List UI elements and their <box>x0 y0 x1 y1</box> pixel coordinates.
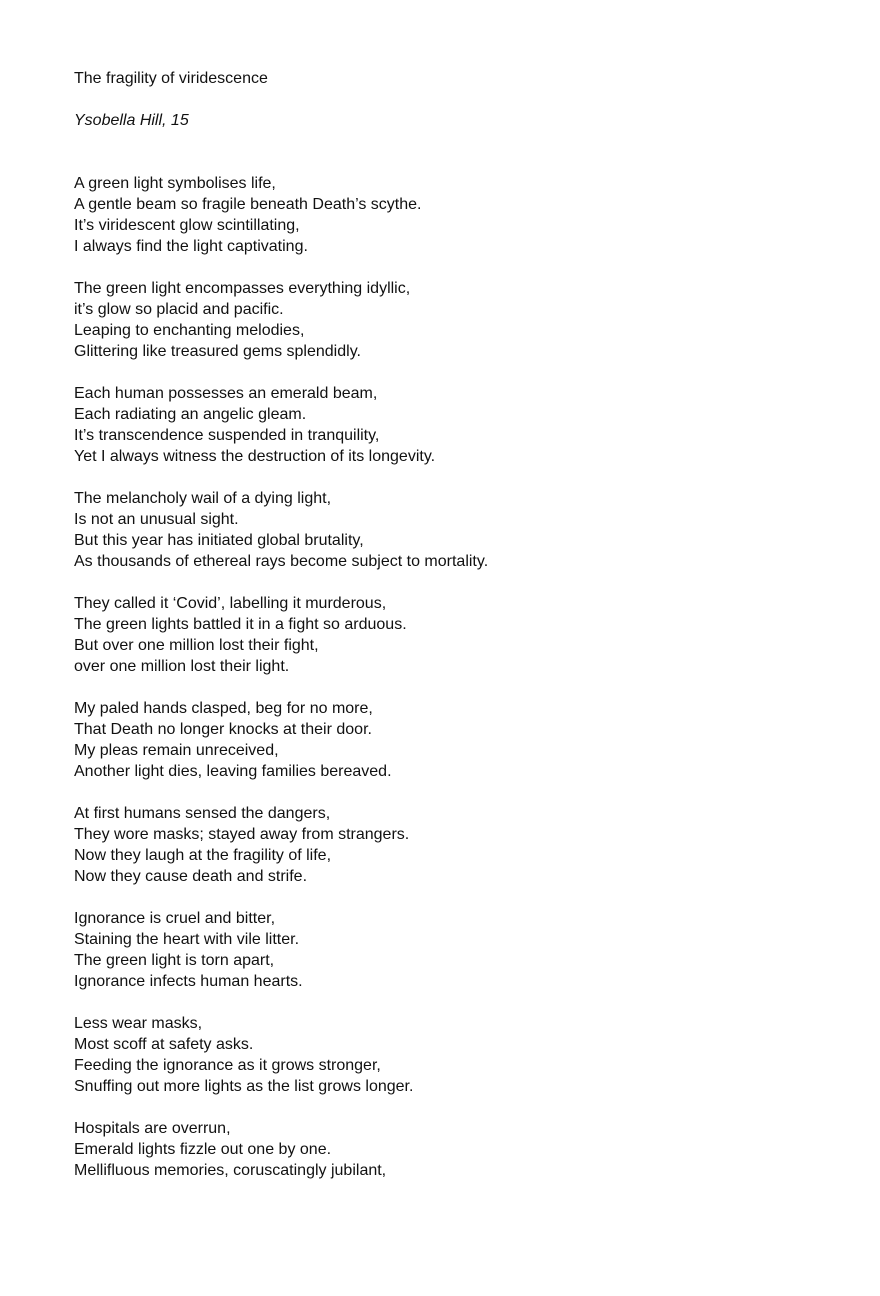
poem-line: Ignorance is cruel and bitter, <box>74 910 276 927</box>
poem-line: over one million lost their light. <box>74 658 290 675</box>
poem-line: Ignorance infects human hearts. <box>74 973 303 990</box>
poem-line: But over one million lost their fight, <box>74 637 319 654</box>
poem-line: Yet I always witness the destruction of its longevity. <box>74 448 436 465</box>
poem-line: Glittering like treasured gems splendidly. <box>74 343 361 360</box>
poem-line: The green lights battled it in a fight so arduous. <box>74 616 407 633</box>
poem-line: Is not an unusual sight. <box>74 511 239 528</box>
poem-title: The fragility of viridescence <box>74 70 268 87</box>
poem-line: The melancholy wail of a dying light, <box>74 490 332 507</box>
poem-line: A gentle beam so fragile beneath Death’s scythe. <box>74 196 422 213</box>
poem-line: Now they laugh at the fragility of life, <box>74 847 332 864</box>
poem-line: Another light dies, leaving families bereaved. <box>74 763 392 780</box>
stanza <box>74 698 854 782</box>
poem-line: But this year has initiated global brutality, <box>74 532 364 549</box>
poem-line: At first humans sensed the dangers, <box>74 805 331 822</box>
poem-line: It’s transcendence suspended in tranquility, <box>74 427 380 444</box>
stanza <box>74 488 854 572</box>
poem-line: My paled hands clasped, beg for no more, <box>74 700 373 717</box>
stanza <box>74 593 854 677</box>
poem-author: Ysobella Hill, 15 <box>74 112 189 129</box>
poem-line: it’s glow so placid and pacific. <box>74 301 284 318</box>
poem-line: A green light symbolises life, <box>74 175 276 192</box>
stanza <box>74 908 854 992</box>
poem-line: Each radiating an angelic gleam. <box>74 406 307 423</box>
poem-line: Mellifluous memories, coruscatingly jubilant, <box>74 1162 387 1179</box>
poem-line: Feeding the ignorance as it grows stronger, <box>74 1057 381 1074</box>
document-page <box>74 68 854 1202</box>
poem-body <box>74 173 854 1181</box>
poem-line: My pleas remain unreceived, <box>74 742 279 759</box>
poem-line: As thousands of ethereal rays become subject to mortality. <box>74 553 489 570</box>
poem-line: Leaping to enchanting melodies, <box>74 322 305 339</box>
stanza <box>74 383 854 467</box>
poem-line: Most scoff at safety asks. <box>74 1036 254 1053</box>
poem-line: The green light encompasses everything idyllic, <box>74 280 411 297</box>
stanza <box>74 173 854 257</box>
poem-line: I always find the light captivating. <box>74 238 308 255</box>
poem-line: The green light is torn apart, <box>74 952 275 969</box>
stanza <box>74 278 854 362</box>
poem-line: They called it ‘Covid’, labelling it murderous, <box>74 595 387 612</box>
poem-line: It’s viridescent glow scintillating, <box>74 217 300 234</box>
poem-line: Less wear masks, <box>74 1015 203 1032</box>
stanza <box>74 1013 854 1097</box>
poem-line: Each human possesses an emerald beam, <box>74 385 378 402</box>
poem-line: Hospitals are overrun, <box>74 1120 231 1137</box>
poem-line: Now they cause death and strife. <box>74 868 308 885</box>
poem-line: Snuffing out more lights as the list grows longer. <box>74 1078 414 1095</box>
poem-line: They wore masks; stayed away from strangers. <box>74 826 410 843</box>
stanza <box>74 1118 854 1181</box>
poem-line: Staining the heart with vile litter. <box>74 931 300 948</box>
poem-line: That Death no longer knocks at their door. <box>74 721 372 738</box>
poem-line: Emerald lights fizzle out one by one. <box>74 1141 332 1158</box>
stanza <box>74 803 854 887</box>
